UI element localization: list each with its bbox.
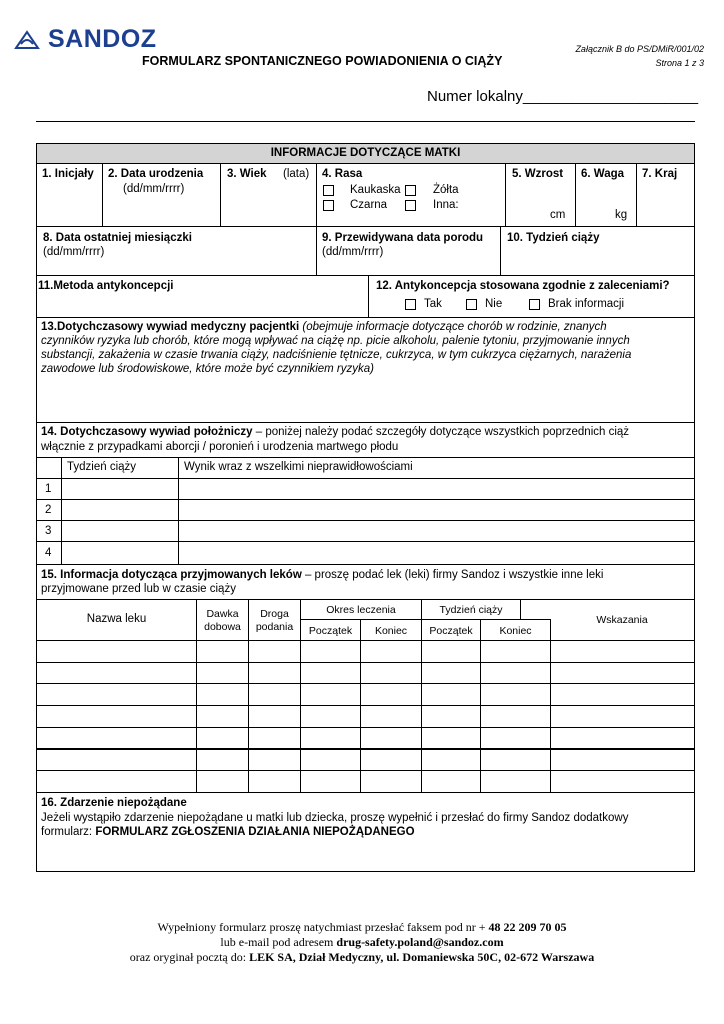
med-indication-input[interactable] — [550, 662, 695, 685]
med-route-input[interactable] — [248, 640, 301, 663]
footer-email-address[interactable]: drug-safety.poland@sandoz.com — [336, 935, 504, 949]
med-indication-input[interactable] — [550, 640, 695, 663]
med-period-end-input[interactable] — [360, 770, 422, 793]
footer-email-text: lub e-mail pod adresem — [220, 935, 337, 949]
weight-label: 6. Waga — [581, 168, 625, 180]
form-title: FORMULARZ SPONTANICZNEGO POWIADONIENIA O CIĄŻY — [142, 54, 503, 68]
med-indication-input[interactable] — [550, 727, 695, 750]
compliance-unknown-checkbox[interactable] — [529, 299, 540, 310]
med-week-start-input[interactable] — [421, 770, 481, 793]
obstetric-outcome-header: Wynik wraz z wszelkimi nieprawidłowościami — [184, 461, 413, 473]
med-drug-input[interactable] — [36, 662, 197, 685]
adverse-event-form-name: FORMULARZ ZGŁOSZENIA DZIAŁANIA NIEPOŻĄDANEGO — [95, 826, 415, 838]
obstetric-outcome-input[interactable] — [178, 499, 695, 521]
med-dose-input[interactable] — [196, 705, 249, 728]
medications-title: 15. Informacja dotycząca przyjmowanych leków — [41, 569, 302, 581]
obstetric-history-desc2: włącznie z przypadkami aborcji / poronień i urodzenia martwego płodu — [41, 441, 399, 453]
page-number: Strona 1 z 3 — [655, 58, 704, 68]
med-period-header: Okres leczenia — [326, 604, 396, 616]
med-week-end-input[interactable] — [480, 662, 551, 685]
med-dose-input[interactable] — [196, 770, 249, 793]
med-period-end-input[interactable] — [360, 727, 422, 750]
obstetric-outcome-input[interactable] — [178, 541, 695, 565]
obstetric-row-number — [36, 478, 62, 500]
compliance-unknown-label: Brak informacji — [548, 298, 625, 310]
mother-section-header — [36, 143, 695, 164]
med-route-header-1: Droga — [260, 608, 289, 620]
footer-fax — [0, 920, 724, 935]
med-drug-input[interactable] — [36, 727, 197, 750]
med-col-period-end — [360, 619, 422, 641]
birth-date-format: (dd/mm/rrrr) — [123, 183, 185, 195]
med-period-end-input[interactable] — [360, 683, 422, 706]
med-period-start-input[interactable] — [300, 683, 361, 706]
obstetric-outcome-input[interactable] — [178, 520, 695, 542]
pregnancy-week-field[interactable] — [500, 226, 695, 276]
contraception-compliance-label: 12. Antykoncepcja stosowana zgodnie z zaleceniami? — [376, 280, 670, 292]
med-week-start-input[interactable] — [421, 640, 481, 663]
med-col-period-start — [300, 619, 361, 641]
med-week-end-input[interactable] — [480, 683, 551, 706]
obstetric-week-header: Tydzień ciąży — [67, 461, 137, 473]
med-week-start-input[interactable] — [421, 727, 481, 750]
race-black-checkbox[interactable] — [323, 200, 334, 211]
footer-fax-number: 48 22 209 70 05 — [488, 920, 567, 934]
med-route-input[interactable] — [248, 770, 301, 793]
race-field — [316, 163, 506, 227]
adverse-event-desc2a: formularz: — [41, 826, 96, 838]
med-dose-input[interactable] — [196, 683, 249, 706]
compliance-yes-label: Tak — [424, 298, 442, 310]
race-caucasian-label: Kaukaska — [350, 184, 401, 196]
medical-history-desc4: zawodowe lub środowiskowe, które może być czynnikiem ryzyka) — [41, 363, 374, 375]
country-label: 7. Kraj — [642, 168, 678, 180]
footer-postal-address: LEK SA, Dział Medyczny, ul. Domaniewska 50C, 02-672 Warszawa — [249, 950, 595, 964]
obstetric-history-header — [36, 422, 695, 458]
annex-reference: Załącznik B do PS/DMiR/001/02 — [575, 44, 704, 54]
race-other-checkbox[interactable] — [405, 200, 416, 211]
med-week-start-input[interactable] — [421, 705, 481, 728]
med-week-start-input[interactable] — [421, 683, 481, 706]
age-label: 3. Wiek — [227, 168, 267, 180]
obstetric-week-input[interactable] — [61, 520, 179, 542]
med-period-end-input[interactable] — [360, 749, 422, 772]
adverse-event-field[interactable] — [36, 792, 695, 872]
birth-date-field[interactable] — [102, 163, 221, 227]
med-col-drug — [36, 599, 197, 641]
birth-date-label: 2. Data urodzenia — [108, 168, 204, 180]
med-col-week — [421, 599, 521, 620]
med-drug-input[interactable] — [36, 640, 197, 663]
med-dose-input[interactable] — [196, 749, 249, 772]
med-period-start-header: Początek — [308, 625, 353, 637]
footer-address-text: oraz oryginał pocztą do: — [129, 950, 250, 964]
med-period-end-header: Koniec — [374, 625, 408, 637]
medications-desc2: przyjmowane przed lub w czasie ciąży — [41, 583, 236, 595]
med-period-start-input[interactable] — [300, 662, 361, 685]
obstetric-row-label: 4 — [45, 547, 52, 559]
obstetric-col-week — [61, 457, 179, 479]
adverse-event-desc1: Jeżeli wystąpiło zdarzenie niepożądane u matki lub dziecka, proszę wypełnić i przesłać do firmy Sandoz dodatkowy — [41, 812, 629, 824]
med-week-start-input[interactable] — [421, 662, 481, 685]
med-period-end-input[interactable] — [360, 705, 422, 728]
med-route-input[interactable] — [248, 727, 301, 750]
med-col-period — [300, 599, 422, 620]
med-period-start-input[interactable] — [300, 727, 361, 750]
local-number-field[interactable]: Numer lokalny_____________________ — [427, 88, 699, 105]
medical-history-desc3: substancji, zakażenia w czasie trwania ciąży, nadciśnienie tętnicze, cukrzyca, w tym cukrzyca ciężarnych, narażenia — [41, 349, 632, 361]
footer-address — [0, 950, 724, 965]
obstetric-row-label: 1 — [45, 483, 52, 495]
adverse-event-desc2 — [41, 826, 415, 838]
medications-desc1: – proszę podać lek (leki) firmy Sandoz i wszystkie inne leki — [301, 569, 604, 581]
obstetric-row-label: 2 — [45, 504, 52, 516]
med-period-start-input[interactable] — [300, 770, 361, 793]
height-field[interactable] — [505, 163, 576, 227]
med-week-end-input[interactable] — [480, 749, 551, 772]
med-col-dose — [196, 599, 249, 641]
med-indication-input[interactable] — [550, 749, 695, 772]
med-week-end-input[interactable] — [480, 727, 551, 750]
obstetric-row-number — [36, 520, 62, 542]
header-divider — [36, 121, 695, 122]
footer-email — [0, 935, 724, 950]
medical-history-line1 — [41, 321, 607, 333]
obstetric-row-number — [36, 541, 62, 565]
med-week-end-input[interactable] — [480, 705, 551, 728]
pregnancy-week-label: 10. Tydzień ciąży — [507, 232, 600, 244]
country-field[interactable] — [636, 163, 695, 227]
medical-history-desc1: (obejmuje informacje dotyczące chorób w rodzinie, znanych — [302, 321, 607, 333]
med-route-input[interactable] — [248, 705, 301, 728]
obstetric-outcome-input[interactable] — [178, 478, 695, 500]
mother-section-title: INFORMACJE DOTYCZĄCE MATKI — [270, 147, 461, 159]
contraception-method-field[interactable] — [36, 275, 369, 318]
med-indication-header: Wskazania — [596, 614, 648, 626]
obstetric-row-number — [36, 499, 62, 521]
age-field[interactable] — [220, 163, 317, 227]
initials-field[interactable] — [36, 163, 103, 227]
med-route-input[interactable] — [248, 662, 301, 685]
med-dose-header-2: dobowa — [204, 621, 241, 633]
med-col-week-start — [421, 619, 481, 641]
last-period-field[interactable] — [36, 226, 317, 276]
med-dose-input[interactable] — [196, 662, 249, 685]
med-drug-input[interactable] — [36, 705, 197, 728]
med-route-header-2: podania — [255, 621, 294, 633]
compliance-no-label: Nie — [485, 298, 503, 310]
med-dose-input[interactable] — [196, 727, 249, 750]
med-drug-input[interactable] — [36, 749, 197, 772]
med-indication-input[interactable] — [550, 770, 695, 793]
med-header-divider — [550, 619, 551, 641]
med-dose-header-1: Dawka — [206, 608, 239, 620]
med-week-end-input[interactable] — [480, 640, 551, 663]
medications-line1 — [41, 569, 603, 581]
med-indication-input[interactable] — [550, 705, 695, 728]
obstetric-history-line1 — [41, 426, 629, 438]
contraception-compliance-field — [368, 275, 695, 318]
sandoz-logo-icon — [14, 30, 40, 50]
height-unit: cm — [550, 209, 566, 221]
med-route-input[interactable] — [248, 683, 301, 706]
obstetric-col-number — [36, 457, 62, 479]
obstetric-col-outcome — [178, 457, 695, 479]
med-route-input[interactable] — [248, 749, 301, 772]
contraception-method-label: 11.Metoda antykoncepcji — [38, 280, 174, 292]
compliance-no-checkbox[interactable] — [466, 299, 477, 310]
race-asian-label: Żółta — [433, 184, 459, 196]
footer-fax-text: Wypełniony formularz proszę natychmiast przesłać faksem pod nr + — [157, 920, 489, 934]
med-drug-input[interactable] — [36, 770, 197, 793]
race-asian-checkbox[interactable] — [405, 185, 416, 196]
race-label: 4. Rasa — [322, 168, 363, 180]
med-col-route — [248, 599, 301, 641]
medications-header — [36, 564, 695, 600]
med-period-end-input[interactable] — [360, 662, 422, 685]
med-drug-input[interactable] — [36, 683, 197, 706]
medical-history-desc2: czynników ryzyka lub chorób, które mogą wpływać na ciążę np. picie alkoholu, palenie tytoniu, przyjmowanie innych — [41, 335, 630, 347]
last-period-label: 8. Data ostatniej miesiączki — [43, 232, 192, 244]
med-drug-header: Nazwa leku — [86, 613, 147, 625]
due-date-format: (dd/mm/rrrr) — [322, 246, 384, 258]
med-week-start-input[interactable] — [421, 749, 481, 772]
compliance-yes-checkbox[interactable] — [405, 299, 416, 310]
obstetric-row-label: 3 — [45, 525, 52, 537]
med-week-header: Tydzień ciąży — [439, 604, 503, 616]
med-period-start-input[interactable] — [300, 640, 361, 663]
race-other-label: Inna: — [433, 199, 459, 211]
med-week-end-input[interactable] — [480, 770, 551, 793]
race-black-label: Czarna — [350, 199, 388, 211]
med-period-start-input[interactable] — [300, 705, 361, 728]
race-caucasian-checkbox[interactable] — [323, 185, 334, 196]
med-col-indication — [520, 599, 695, 641]
med-period-start-input[interactable] — [300, 749, 361, 772]
med-dose-input[interactable] — [196, 640, 249, 663]
due-date-field[interactable] — [316, 226, 501, 276]
adverse-event-title: 16. Zdarzenie niepożądane — [41, 797, 187, 809]
weight-unit: kg — [615, 209, 628, 221]
initials-label: 1. Inicjały — [42, 168, 94, 180]
obstetric-history-desc1: – poniżej należy podać szczegóły dotyczące wszystkich poprzednich ciąż — [252, 426, 630, 438]
obstetric-week-input[interactable] — [61, 499, 179, 521]
med-week-end-header: Koniec — [499, 625, 532, 637]
age-unit: (lata) — [283, 168, 310, 180]
obstetric-week-input[interactable] — [61, 541, 179, 565]
height-label: 5. Wzrost — [512, 168, 564, 180]
medical-history-title: 13.Dotychczasowy wywiad medyczny pacjentki — [41, 321, 300, 333]
obstetric-history-title: 14. Dotychczasowy wywiad położniczy — [41, 426, 253, 438]
due-date-label: 9. Przewidywana data porodu — [322, 232, 484, 244]
company-logo: SANDOZ — [48, 25, 157, 53]
medical-history-field[interactable] — [36, 317, 695, 423]
med-indication-input[interactable] — [550, 683, 695, 706]
med-period-end-input[interactable] — [360, 640, 422, 663]
last-period-format: (dd/mm/rrrr) — [43, 246, 105, 258]
obstetric-week-input[interactable] — [61, 478, 179, 500]
med-week-start-header: Początek — [429, 625, 473, 637]
weight-field[interactable] — [575, 163, 637, 227]
